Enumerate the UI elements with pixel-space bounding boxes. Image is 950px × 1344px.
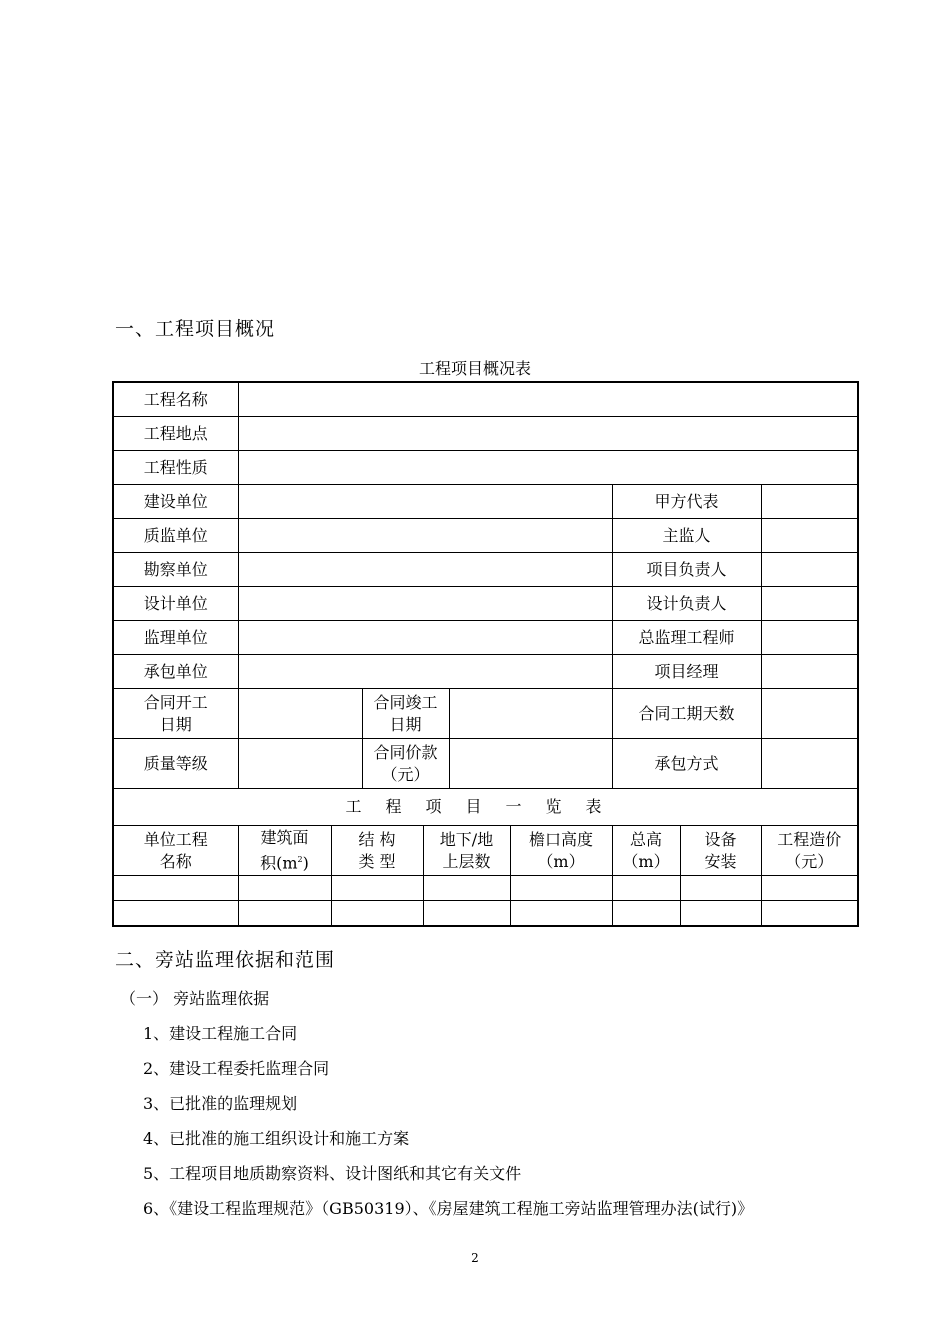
label-contract-price: 合同价款 （元） <box>362 739 449 789</box>
value-contract-days[interactable] <box>761 689 858 739</box>
value-contractor-unit[interactable] <box>238 655 612 689</box>
list-item: 6、《建设工程监理规范》（GB50319）、《房屋建筑工程施工旁站监理管理办法(试行)》 <box>143 1199 754 1218</box>
label-chief-supervisor: 主监人 <box>612 519 761 553</box>
cell[interactable] <box>113 901 238 927</box>
cell[interactable] <box>331 876 423 901</box>
cell[interactable] <box>423 876 510 901</box>
label-construction-unit: 建设单位 <box>113 485 238 519</box>
label-design-unit: 设计单位 <box>113 587 238 621</box>
value-project-nature[interactable] <box>238 451 858 485</box>
label-project-nature: 工程性质 <box>113 451 238 485</box>
value-construction-unit[interactable] <box>238 485 612 519</box>
label-contractor-unit: 承包单位 <box>113 655 238 689</box>
value-project-name[interactable] <box>238 382 858 417</box>
value-contract-start[interactable] <box>238 689 362 739</box>
list-item: 5、工程项目地质勘察资料、设计图纸和其它有关文件 <box>143 1164 522 1183</box>
cell[interactable] <box>761 901 858 927</box>
header-unit-name: 单位工程 名称 <box>113 826 238 876</box>
value-quality-grade[interactable] <box>238 739 362 789</box>
value-survey-unit[interactable] <box>238 553 612 587</box>
label-project-name: 工程名称 <box>113 382 238 417</box>
value-quality-unit[interactable] <box>238 519 612 553</box>
value-project-leader[interactable] <box>761 553 858 587</box>
header-cost: 工程造价 （元） <box>761 826 858 876</box>
value-supervision-unit[interactable] <box>238 621 612 655</box>
header-building-area: 建筑面 积$(m^2)$ <box>238 826 331 876</box>
value-design-unit[interactable] <box>238 587 612 621</box>
label-chief-engineer: 总监理工程师 <box>612 621 761 655</box>
label-quality-unit: 质监单位 <box>113 519 238 553</box>
cell[interactable] <box>238 901 331 927</box>
label-contract-method: 承包方式 <box>612 739 761 789</box>
value-contract-price[interactable] <box>449 739 612 789</box>
list-item: 4、已批准的施工组织设计和施工方案 <box>143 1129 410 1148</box>
label-project-location: 工程地点 <box>113 417 238 451</box>
table-caption: 工程项目概况表 <box>418 359 531 378</box>
value-project-manager[interactable] <box>761 655 858 689</box>
label-quality-grade: 质量等级 <box>113 739 238 789</box>
value-contract-complete[interactable] <box>449 689 612 739</box>
value-design-leader[interactable] <box>761 587 858 621</box>
label-project-manager: 项目经理 <box>612 655 761 689</box>
cell[interactable] <box>680 901 761 927</box>
label-party-a-rep: 甲方代表 <box>612 485 761 519</box>
cell[interactable] <box>680 876 761 901</box>
label-project-leader: 项目负责人 <box>612 553 761 587</box>
project-list-title: 工程项目一览表 <box>113 789 858 826</box>
value-contract-method[interactable] <box>761 739 858 789</box>
label-contract-start: 合同开工 日期 <box>113 689 238 739</box>
cell[interactable] <box>510 901 612 927</box>
list-item: 2、建设工程委托监理合同 <box>143 1059 330 1078</box>
value-party-a-rep[interactable] <box>761 485 858 519</box>
value-chief-engineer[interactable] <box>761 621 858 655</box>
header-total-height: 总高 （m） <box>612 826 680 876</box>
cell[interactable] <box>113 876 238 901</box>
table-row <box>113 876 858 901</box>
header-equipment: 设备 安装 <box>680 826 761 876</box>
label-survey-unit: 勘察单位 <box>113 553 238 587</box>
cell[interactable] <box>423 901 510 927</box>
label-contract-days: 合同工期天数 <box>612 689 761 739</box>
label-contract-complete: 合同竣工 日期 <box>362 689 449 739</box>
header-floors: 地下/地 上层数 <box>423 826 510 876</box>
value-chief-supervisor[interactable] <box>761 519 858 553</box>
list-item: 1、建设工程施工合同 <box>143 1024 298 1043</box>
table-row <box>113 901 858 927</box>
cell[interactable] <box>761 876 858 901</box>
section-2-heading: 二、旁站监理依据和范围 <box>115 949 336 971</box>
header-eave-height: 檐口高度 （m） <box>510 826 612 876</box>
list-item: 3、已批准的监理规划 <box>143 1094 298 1113</box>
cell[interactable] <box>331 901 423 927</box>
cell[interactable] <box>238 876 331 901</box>
label-supervision-unit: 监理单位 <box>113 621 238 655</box>
header-structure-type: 结 构 类 型 <box>331 826 423 876</box>
cell[interactable] <box>612 901 680 927</box>
label-design-leader: 设计负责人 <box>612 587 761 621</box>
cell[interactable] <box>612 876 680 901</box>
project-overview-table <box>112 381 859 927</box>
page-number: 2 <box>471 1251 479 1265</box>
value-project-location[interactable] <box>238 417 858 451</box>
cell[interactable] <box>510 876 612 901</box>
section-1-heading: 一、工程项目概况 <box>115 318 276 340</box>
subsection-heading: （一） 旁站监理依据 <box>120 989 270 1008</box>
